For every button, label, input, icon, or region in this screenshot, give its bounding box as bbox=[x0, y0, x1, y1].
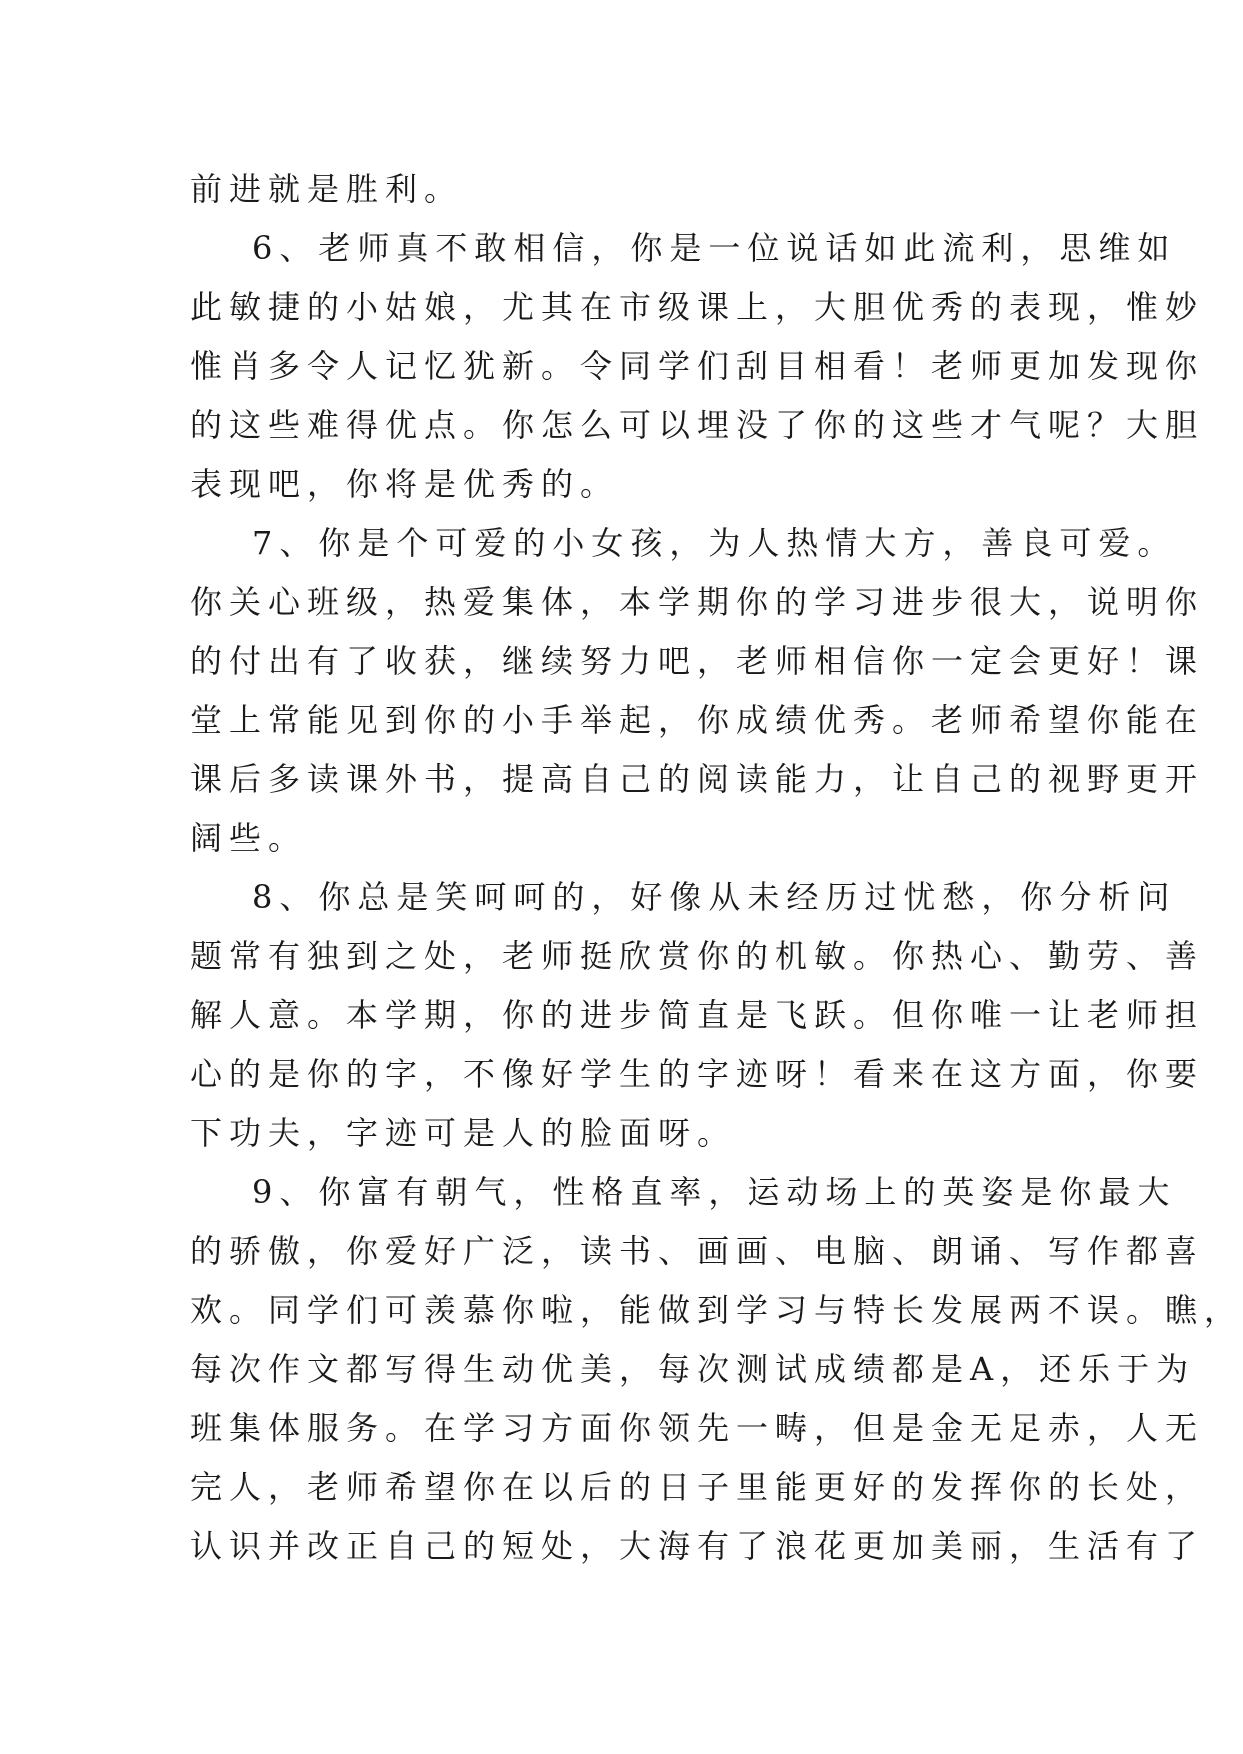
text-line: 堂上常能见到你的小手举起，你成绩优秀。老师希望你能在 bbox=[190, 701, 1205, 739]
text-line: 班集体服务。在学习方面你领先一畴，但是金无足赤，人无 bbox=[190, 1409, 1205, 1447]
document-body bbox=[190, 160, 1243, 1576]
text-line: 欢。同学们可羡慕你啦，能做到学习与特长发展两不误。瞧， bbox=[190, 1291, 1243, 1329]
text-line: 的付出有了收获，继续努力吧，老师相信你一定会更好！课 bbox=[190, 642, 1205, 680]
text-line: 心的是你的字，不像好学生的字迹呀！看来在这方面，你要 bbox=[190, 1055, 1205, 1093]
text-line: 的骄傲，你爱好广泛，读书、画画、电脑、朗诵、写作都喜 bbox=[190, 1232, 1205, 1270]
text-line: 完人，老师希望你在以后的日子里能更好的发挥你的长处， bbox=[190, 1468, 1205, 1506]
text-line: 解人意。本学期，你的进步简直是飞跃。但你唯一让老师担 bbox=[190, 996, 1205, 1034]
text-line: 题常有独到之处，老师挺欣赏你的机敏。你热心、勤劳、善 bbox=[190, 937, 1205, 975]
text-line: 认识并改正自己的短处，大海有了浪花更加美丽，生活有了 bbox=[190, 1527, 1205, 1565]
text-line: 课后多读课外书，提高自己的阅读能力，让自己的视野更开 bbox=[190, 760, 1205, 798]
text-line: 7、你是个可爱的小女孩，为人热情大方，善良可爱。 bbox=[252, 524, 1177, 562]
text-line: 此敏捷的小姑娘，尤其在市级课上，大胆优秀的表现，惟妙 bbox=[190, 288, 1205, 326]
text-line: 的这些难得优点。你怎么可以埋没了你的这些才气呢？大胆 bbox=[190, 406, 1205, 444]
text-line: 前进就是胜利。 bbox=[190, 170, 464, 208]
text-line: 9、你富有朝气，性格直率，运动场上的英姿是你最大 bbox=[252, 1173, 1177, 1211]
text-line: 惟肖多令人记忆犹新。令同学们刮目相看！老师更加发现你 bbox=[190, 347, 1205, 385]
text-line: 下功夫，字迹可是人的脸面呀。 bbox=[190, 1114, 737, 1152]
text-line: 阔些。 bbox=[190, 819, 308, 857]
text-line: 每次作文都写得生动优美，每次测试成绩都是A，还乐于为 bbox=[190, 1350, 1196, 1388]
text-line: 6、老师真不敢相信，你是一位说话如此流利，思维如 bbox=[252, 229, 1177, 267]
text-line: 8、你总是笑呵呵的，好像从未经历过忧愁，你分析问 bbox=[252, 878, 1177, 916]
text-line: 你关心班级，热爱集体，本学期你的学习进步很大，说明你 bbox=[190, 583, 1205, 621]
text-line: 表现吧，你将是优秀的。 bbox=[190, 465, 620, 503]
